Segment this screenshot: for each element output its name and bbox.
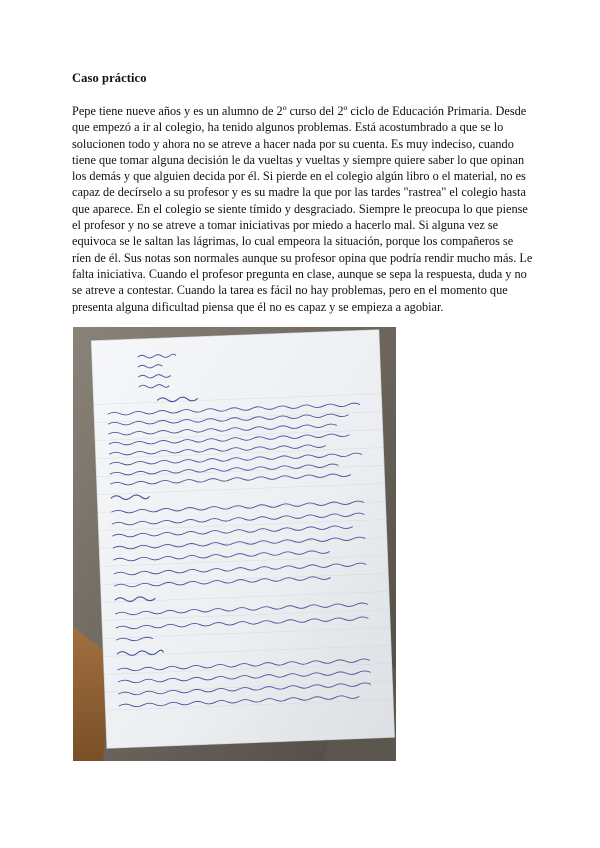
- paper-sheet: [91, 330, 394, 749]
- case-paragraph: [72, 103, 531, 315]
- paragraph-line: Pepe tiene nueve años y es un alumno de 2º curso del 2º ciclo de Educación Primaria. Desde: [72, 104, 527, 118]
- paragraph-line: que aparece. En el colegio se siente tímido y desgraciado. Siempre le preocupa lo que piense: [72, 201, 528, 216]
- paragraph-line: presenta alguna dificultad piensa que él no es capaz y se empieza a agobiar.: [72, 299, 444, 314]
- paragraph-line: tiene que tomar alguna decisión le da vueltas y vueltas y siempre quiere saber lo que opinan: [72, 152, 525, 167]
- paragraph-line: capaz de decírselo a su profesor y es su madre la que por las tardes "rastrea" el colegio hasta: [72, 185, 526, 200]
- paragraph-line: los demás y que alguien decida por él. Si pierde en el colegio algún libro o el material, no es: [72, 169, 526, 184]
- paragraph-line: falta iniciativa. Cuando el profesor pregunta en clase, aunque se sepa la respuesta, duda y no: [72, 266, 527, 281]
- paragraph-line: se atreve a contestar. Cuando la tarea es fácil no hay problemas, pero en el momento que: [72, 283, 508, 298]
- paragraph-line: que empezó a ir al colegio, ha tenido algunos problemas. Está acostumbrado a que se lo: [72, 120, 504, 135]
- page-title: Caso práctico: [72, 71, 147, 85]
- photo-illustration: [73, 327, 396, 761]
- paragraph-line: ríen de él. Sus notas son normales aunque su profesor opina que podría rendir mucho más. Le: [72, 250, 533, 265]
- handwritten-notes-photo: [73, 327, 396, 761]
- paragraph-line: equivoca se le saltan las lágrimas, lo cual empeora la situación, porque los compañeros se: [72, 234, 514, 249]
- paragraph-line: solucionen todo y ahora no se atreve a hacer nada por su cuenta. Es muy indeciso, cuando: [72, 136, 514, 151]
- paragraph-line: el profesor y no se atreve a tomar iniciativas por miedo a hacerlo mal. Si alguna vez se: [72, 218, 499, 233]
